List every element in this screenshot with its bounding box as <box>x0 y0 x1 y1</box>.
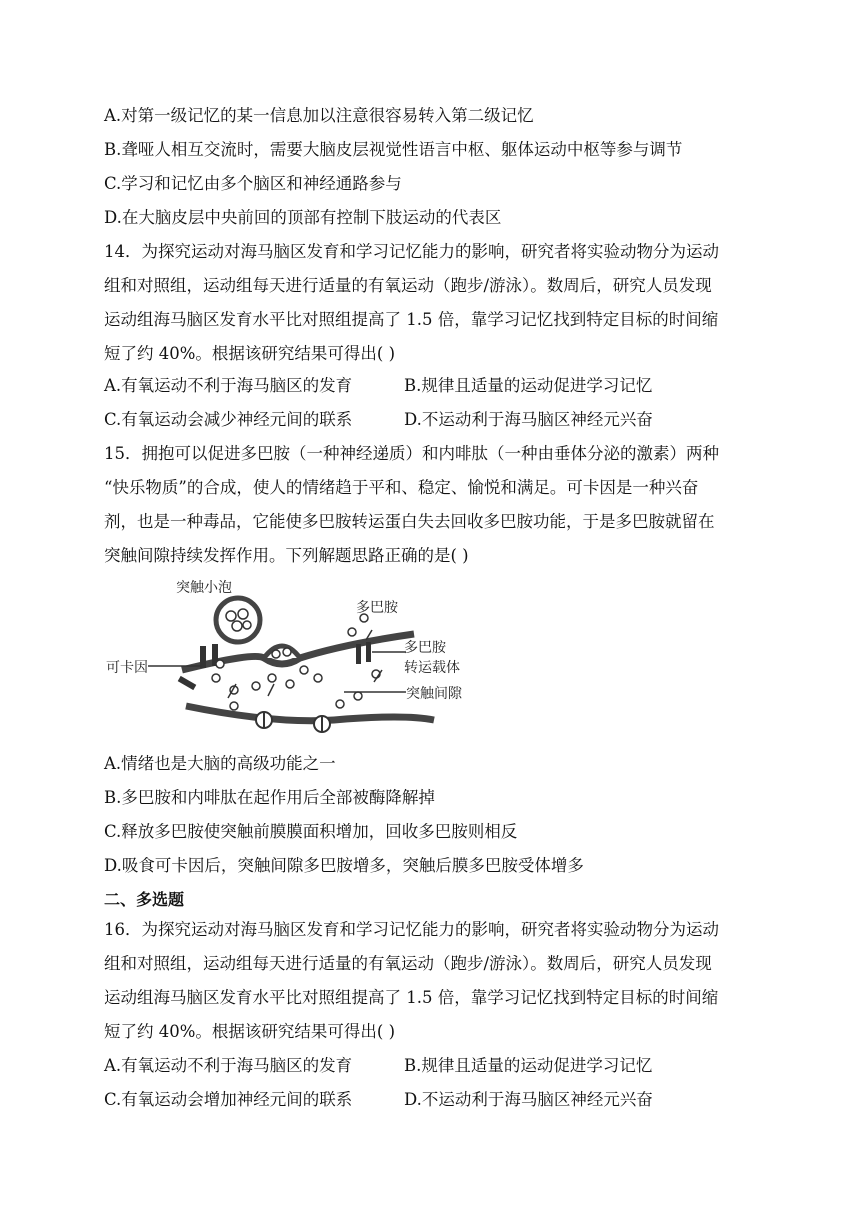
q13-option-a: A.对第一级记忆的某一信息加以注意很容易转入第二级记忆 <box>104 106 534 125</box>
q14-stem-line: 运动组海马脑区发育水平比对照组提高了 1.5 倍，靠学习记忆找到特定目标的时间缩 <box>104 310 719 329</box>
q13-option-b: B.聋哑人相互交流时，需要大脑皮层视觉性语言中枢、躯体运动中枢等参与调节 <box>104 140 683 159</box>
synaptic-vesicle <box>216 598 260 642</box>
q14-option-d: D.不运动利于海马脑区神经元兴奋 <box>404 410 653 429</box>
q15-stem-line: “快乐物质”的合成，使人的情绪趋于平和、稳定、愉悦和满足。可卡因是一种兴奋 <box>104 478 699 497</box>
q16-stem-line: 16．为探究运动对海马脑区发育和学习记忆能力的影响，研究者将实验动物分为运动 <box>104 920 719 939</box>
q15-stem-line: 15．拥抱可以促进多巴胺（一种神经递质）和内啡肽（一种由垂体分泌的激素）两种 <box>104 444 719 463</box>
q14-option-c: C.有氧运动会减少神经元间的联系 <box>104 410 353 429</box>
section-heading: 二、多选题 <box>104 890 185 909</box>
q16-stem-line: 组和对照组，运动组每天进行适量的有氧运动（跑步/游泳）。数周后，研究人员发现 <box>104 954 712 973</box>
fusing-vesicle <box>264 646 300 658</box>
postsynaptic-membrane <box>186 706 434 721</box>
label-vesicle: 突触小泡 <box>176 580 232 596</box>
q15-option-a: A.情绪也是大脑的高级功能之一 <box>104 754 336 773</box>
q15-option-b: B.多巴胺和内啡肽在起作用后全部被酶降解掉 <box>104 788 435 807</box>
q14-option-b: B.规律且适量的运动促进学习记忆 <box>404 376 653 395</box>
q14-option-a: A.有氧运动不利于海马脑区的发育 <box>104 376 353 395</box>
q15-stem-line: 突触间隙持续发挥作用。下列解题思路正确的是( ) <box>104 546 469 565</box>
q16-option-a: A.有氧运动不利于海马脑区的发育 <box>104 1056 353 1075</box>
label-cocaine: 可卡因 <box>106 660 148 676</box>
q14-stem-line: 14．为探究运动对海马脑区发育和学习记忆能力的影响，研究者将实验动物分为运动 <box>104 242 719 261</box>
label-transporter-line1: 多巴胺 <box>404 640 446 656</box>
q16-option-d: D.不运动利于海马脑区神经元兴奋 <box>404 1090 653 1109</box>
q15-stem-line: 剂，也是一种毒品，它能使多巴胺转运蛋白失去回收多巴胺功能，于是多巴胺就留在 <box>104 512 715 531</box>
q13-option-d: D.在大脑皮层中央前回的顶部有控制下肢运动的代表区 <box>104 208 502 227</box>
label-cleft: 突触间隙 <box>406 686 462 702</box>
q15-option-c: C.释放多巴胺使突触前膜膜面积增加，回收多巴胺则相反 <box>104 822 518 841</box>
q15-option-d: D.吸食可卡因后，突触间隙多巴胺增多，突触后膜多巴胺受体增多 <box>104 856 584 875</box>
q16-option-c: C.有氧运动会增加神经元间的联系 <box>104 1090 353 1109</box>
q16-stem-line: 短了约 40%。根据该研究结果可得出( ) <box>104 1022 396 1041</box>
q13-option-c: C.学习和记忆由多个脑区和神经通路参与 <box>104 174 402 193</box>
q14-stem-line: 组和对照组，运动组每天进行适量的有氧运动（跑步/游泳）。数周后，研究人员发现 <box>104 276 712 295</box>
q16-stem-line: 运动组海马脑区发育水平比对照组提高了 1.5 倍，靠学习记忆找到特定目标的时间缩 <box>104 988 719 1007</box>
label-transporter-line2: 转运载体 <box>404 660 460 676</box>
q14-stem-line: 短了约 40%。根据该研究结果可得出( ) <box>104 344 396 363</box>
synapse-diagram <box>104 574 504 744</box>
q16-option-b: B.规律且适量的运动促进学习记忆 <box>404 1056 653 1075</box>
label-dopamine: 多巴胺 <box>356 600 398 616</box>
